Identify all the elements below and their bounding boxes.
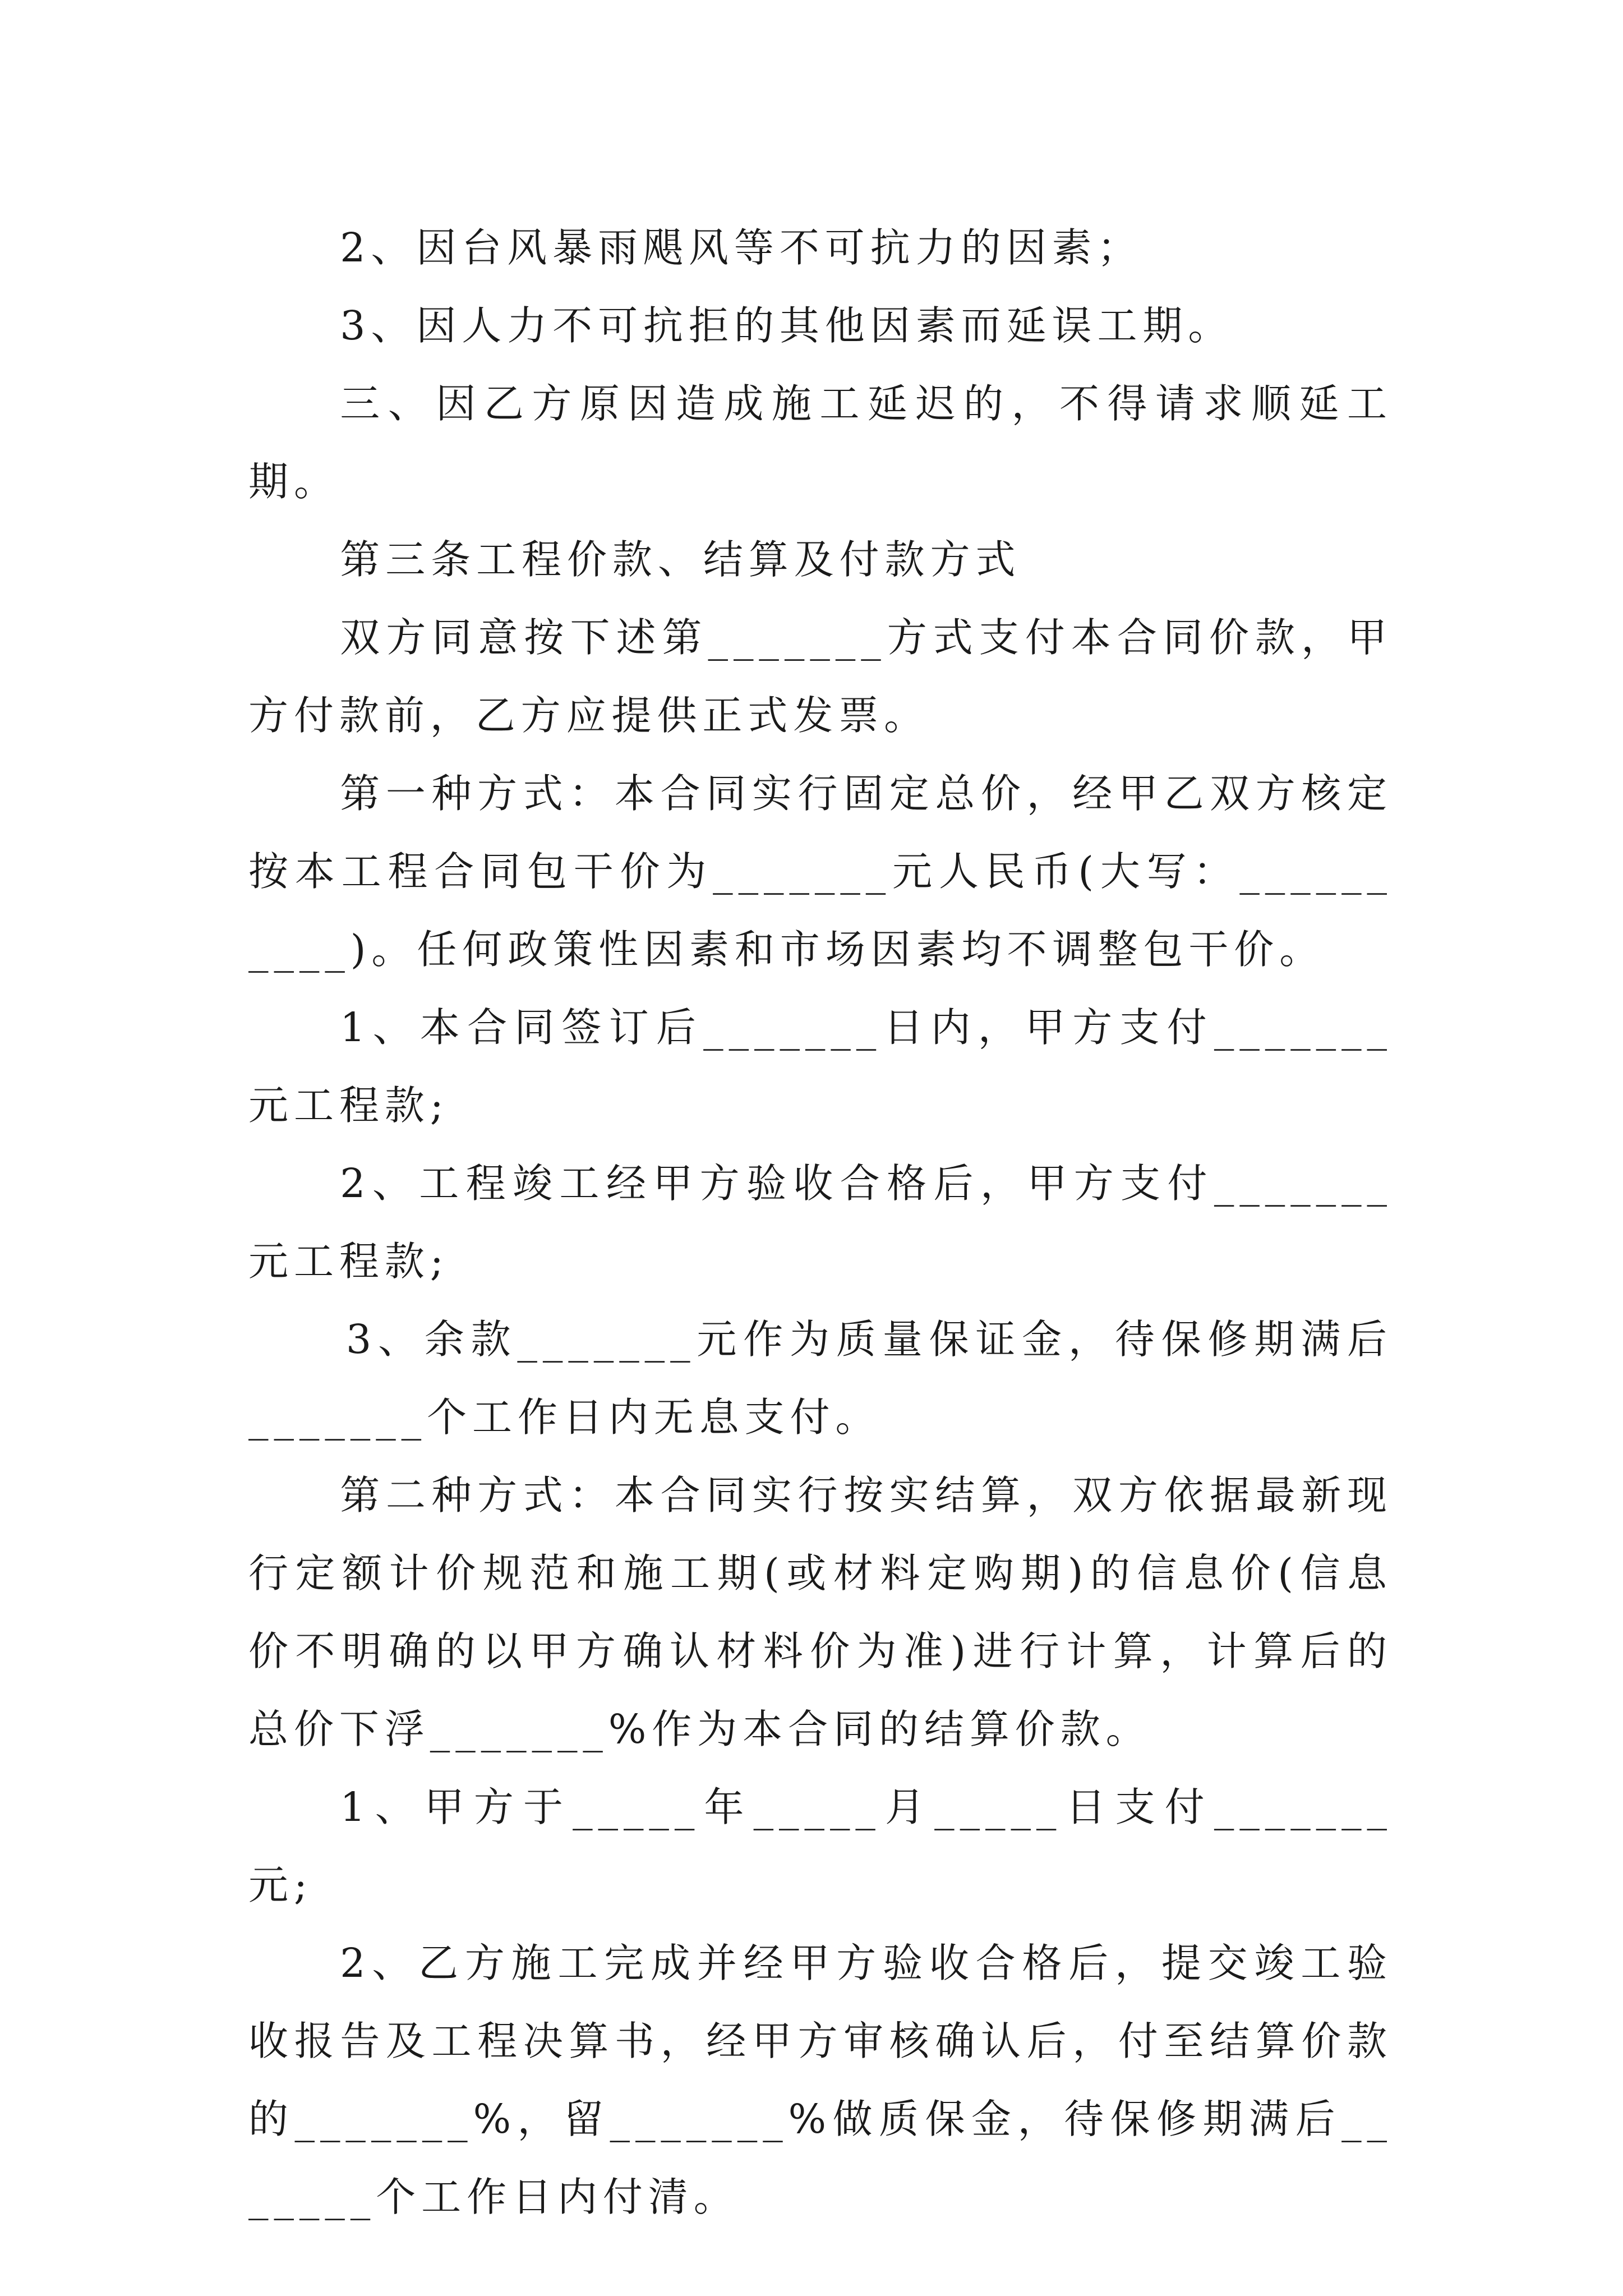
second-method-item-2: 2、乙方施工完成并经甲方验收合格后，提交竣工验收报告及工程决算书，经甲方审核确认后，付至结算价款的_______%，留_______%做质保金，待保修期满后_______个工作日内付清。 [248,1940,1393,2220]
first-method-item-3: 3、余款_______元作为质量保证金，待保修期满后_______个工作日内无息支付。 [248,1316,1393,1441]
contract-text [248,209,1393,2236]
clause-party-b-delay: 三、因乙方原因造成施工延迟的，不得请求顺延工期。 [248,380,1393,505]
article-three-heading: 第三条工程价款、结算及付款方式 [340,536,1021,583]
first-method: 第一种方式：本合同实行固定总价，经甲乙双方核定按本工程合同包干价为_______元人民币(大写：__________)。任何政策性因素和市场因素均不调整包干价。 [248,770,1393,973]
first-method-item-1: 1、本合同签订后_______日内，甲方支付_______元工程款; [248,1004,1393,1129]
first-method-item-2: 2、工程竣工经甲方验收合格后，甲方支付_______元工程款; [248,1160,1393,1285]
clause-force-majeure: 2、因台风暴雨飓风等不可抗力的因素； [340,224,1143,271]
payment-method-choice: 双方同意按下述第_______方式支付本合同价款，甲方付款前，乙方应提供正式发票。 [248,614,1393,739]
clause-other-delay: 3、因人力不可抗拒的其他因素而延误工期。 [340,302,1234,349]
second-method: 第二种方式：本合同实行按实结算，双方依据最新现行定额计价规范和施工期(或材料定购期)的信息价(信息价不明确的以甲方确认材料价为准)进行计算，计算后的总价下浮_______%作为本合同的结算价款。 [248,1472,1393,1752]
second-method-item-1: 1、甲方于_____年_____月_____日支付_______元; [248,1784,1393,1908]
